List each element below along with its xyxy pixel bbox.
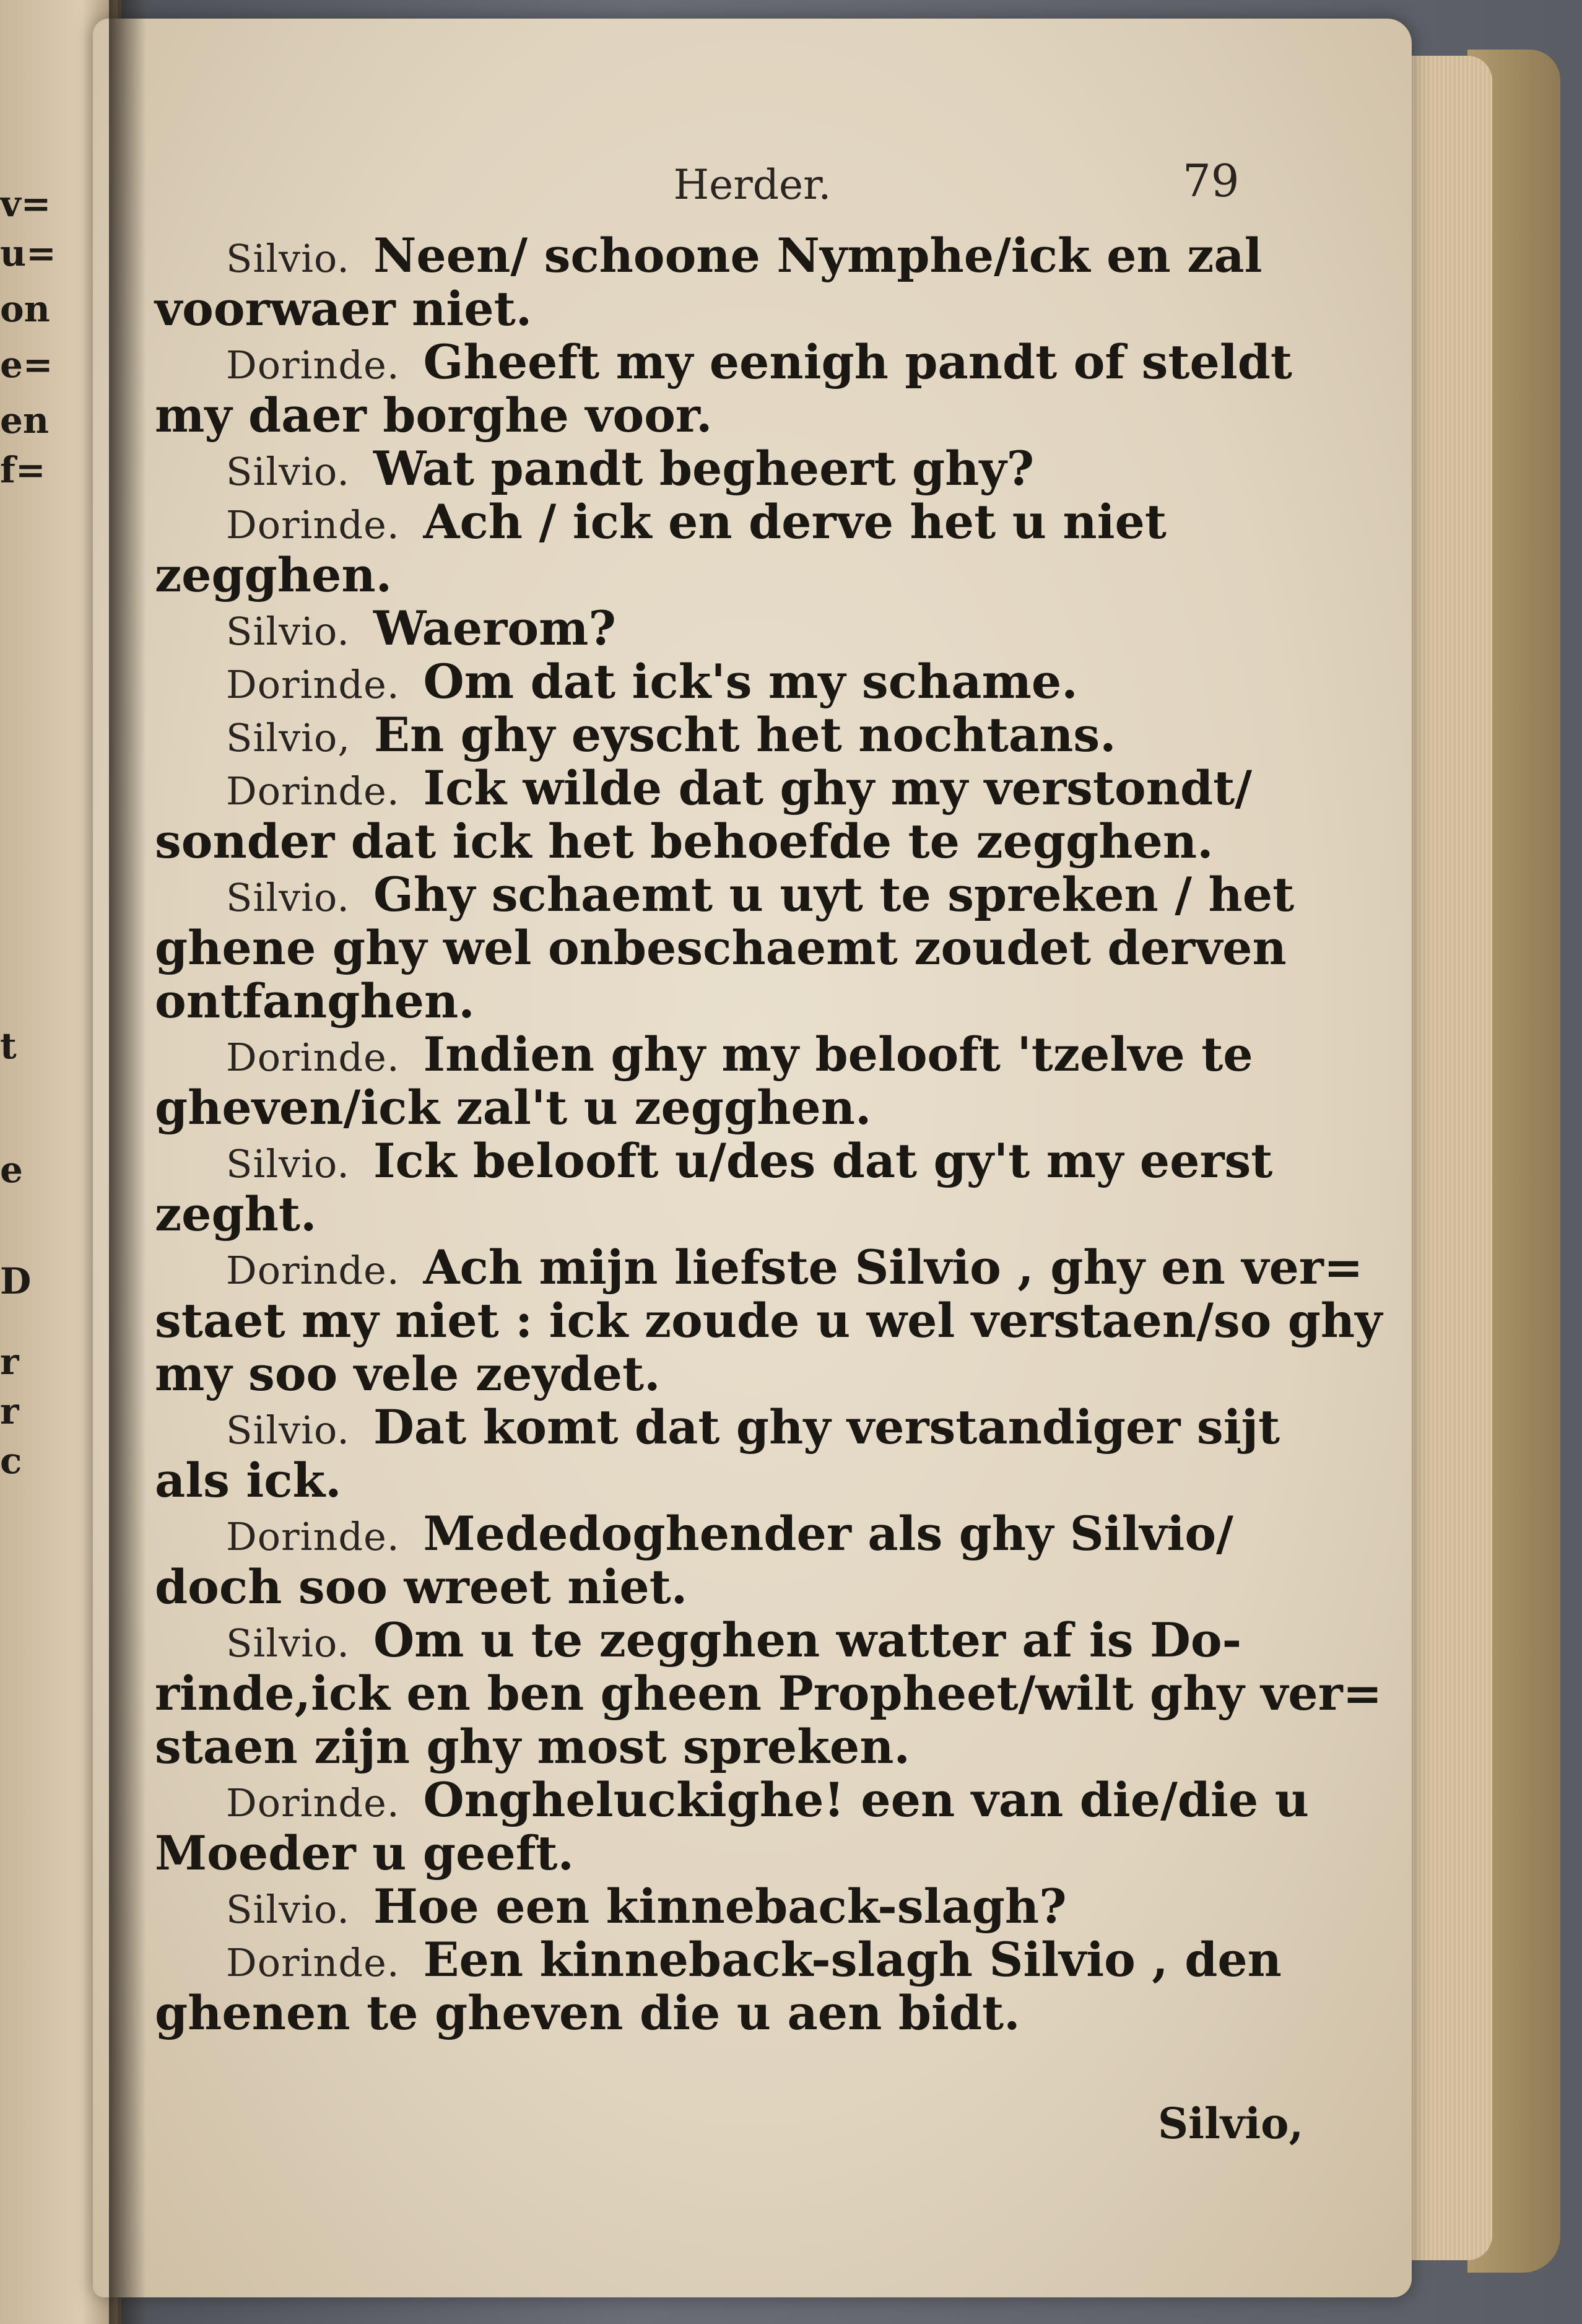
line-text: voorwaer niet. — [155, 281, 532, 336]
text-line — [155, 442, 1331, 495]
line-text: ontfanghen. — [155, 973, 475, 1029]
line-text: Ick belooft u/des dat gy't my eerst — [373, 1133, 1273, 1188]
line-text: Om dat ick's my schame. — [423, 654, 1078, 709]
line-text: zegghen. — [155, 547, 393, 603]
left-fragment: v= — [0, 183, 51, 225]
left-fragment: c — [0, 1440, 22, 1482]
text-line — [155, 549, 1331, 602]
speaker-name: Dorinde. — [226, 1248, 400, 1293]
line-text: En ghy eyscht het nochtans. — [374, 707, 1116, 762]
text-line — [155, 1987, 1331, 2040]
speaker-name: Dorinde. — [226, 662, 400, 707]
text-line — [155, 708, 1331, 762]
gutter-shadow — [109, 0, 146, 2324]
speaker-name: Dorinde. — [226, 768, 400, 814]
text-line — [155, 1666, 1383, 1721]
text-line — [155, 1028, 1331, 1081]
left-fragment: r — [0, 1341, 19, 1383]
left-fragment: en — [0, 399, 50, 442]
speaker-name: Silvio. — [226, 1408, 350, 1453]
speaker-name: Silvio. — [226, 875, 350, 920]
speaker-name: Silvio. — [226, 1887, 350, 1932]
book-page — [93, 19, 1412, 2297]
line-text: Ongheluckighe! een van die/die u — [423, 1772, 1309, 1827]
text-line — [155, 975, 1331, 1028]
line-text: Ach / ick en derve het u niet — [423, 494, 1167, 549]
line-text: zeght. — [155, 1186, 317, 1242]
text-line — [155, 868, 1331, 921]
line-text: Dat komt dat ghy verstandiger sijt — [373, 1399, 1280, 1455]
line-text: Om u te zegghen watter af is Do- — [373, 1612, 1242, 1668]
speaker-name: Dorinde. — [226, 1035, 400, 1080]
text-line — [155, 336, 1331, 389]
speaker-name: Dorinde. — [226, 502, 400, 547]
speaker-name: Silvio. — [226, 449, 350, 494]
speaker-name: Silvio. — [226, 236, 350, 281]
line-text: Hoe een kinneback-slagh? — [373, 1879, 1067, 1934]
text-line — [155, 1560, 1331, 1614]
line-text: rinde,ick en ben gheen Propheet/wilt ghy ver= — [155, 1666, 1383, 1721]
speaker-name: Dorinde. — [226, 1940, 400, 1985]
text-line — [155, 1293, 1383, 1348]
text-line — [155, 1773, 1331, 1827]
text-line — [155, 1188, 1331, 1241]
text-line — [155, 1880, 1331, 1933]
text-line — [155, 495, 1331, 549]
line-text: Een kinneback-slagh Silvio , den — [423, 1932, 1282, 1987]
speaker-name: Silvio, — [226, 715, 351, 760]
left-fragment: e — [0, 1149, 23, 1191]
line-text: sonder dat ick het behoefde te zegghen. — [155, 814, 1214, 869]
text-line — [155, 1933, 1331, 1987]
line-text: Mededoghender als ghy Silvio/ — [423, 1506, 1233, 1561]
page-number: 79 — [1183, 155, 1240, 207]
left-fragment: on — [0, 288, 50, 330]
line-text: ghene ghy wel onbeschaemt zoudet derven — [155, 920, 1287, 975]
text-line — [155, 1347, 1331, 1401]
line-text: Ick wilde dat ghy my verstondt/ — [423, 760, 1252, 816]
speaker-name: Dorinde. — [226, 1514, 400, 1559]
left-fragment: f= — [0, 449, 46, 491]
catchword: Silvio, — [1158, 2099, 1304, 2149]
left-fragment: D — [0, 1260, 32, 1302]
text-line — [155, 762, 1331, 815]
line-text: Ach mijn liefste Silvio , ghy en ver= — [423, 1240, 1363, 1295]
text-line — [155, 282, 1331, 336]
line-text: staen zijn ghy most spreken. — [155, 1719, 910, 1774]
line-text: Gheeft my eenigh pandt of steldt — [423, 334, 1292, 390]
text-line — [155, 1614, 1331, 1667]
line-text: Neen/ schoone Nymphe/ick en zal — [373, 228, 1263, 283]
speaker-name: Silvio. — [226, 609, 350, 654]
text-line — [155, 1401, 1331, 1454]
line-text: doch soo wreet niet. — [155, 1559, 688, 1614]
text-line — [155, 389, 1331, 442]
line-text: Wat pandt begheert ghy? — [373, 441, 1035, 496]
left-fragment: u= — [0, 232, 56, 274]
speaker-name: Dorinde. — [226, 342, 400, 388]
left-fragment: e= — [0, 344, 53, 386]
text-line — [155, 921, 1331, 975]
line-text: my soo vele zeydet. — [155, 1346, 661, 1401]
line-text: ghenen te gheven die u aen bidt. — [155, 1985, 1020, 2040]
text-line — [155, 1134, 1331, 1188]
text-line — [155, 1240, 1363, 1295]
text-line — [155, 602, 1331, 655]
page-text — [155, 228, 1383, 2040]
left-fragment: t — [0, 1025, 17, 1067]
text-line — [155, 1454, 1331, 1507]
text-line — [155, 1827, 1331, 1880]
running-header: Herder. — [673, 161, 832, 209]
speaker-name: Silvio. — [226, 1621, 350, 1666]
line-text: Moeder u geeft. — [155, 1826, 574, 1881]
line-text: gheven/ick zal't u zegghen. — [155, 1080, 872, 1135]
line-text: staet my niet : ick zoude u wel verstaen/so ghy — [155, 1293, 1383, 1348]
text-line — [155, 229, 1331, 282]
left-fragment: r — [0, 1390, 19, 1432]
line-text: als ick. — [155, 1453, 342, 1508]
line-text: Indien ghy my belooft 'tzelve te — [423, 1027, 1253, 1082]
text-line — [155, 655, 1331, 708]
speaker-name: Dorinde. — [226, 1780, 400, 1826]
line-text: Ghy schaemt u uyt te spreken / het — [373, 867, 1295, 922]
speaker-name: Silvio. — [226, 1141, 350, 1186]
line-text: my daer borghe voor. — [155, 388, 713, 443]
text-line — [155, 1720, 1331, 1773]
text-line — [155, 815, 1331, 868]
text-line — [155, 1507, 1331, 1560]
text-line — [155, 1081, 1331, 1134]
line-text: Waerom? — [373, 601, 616, 656]
